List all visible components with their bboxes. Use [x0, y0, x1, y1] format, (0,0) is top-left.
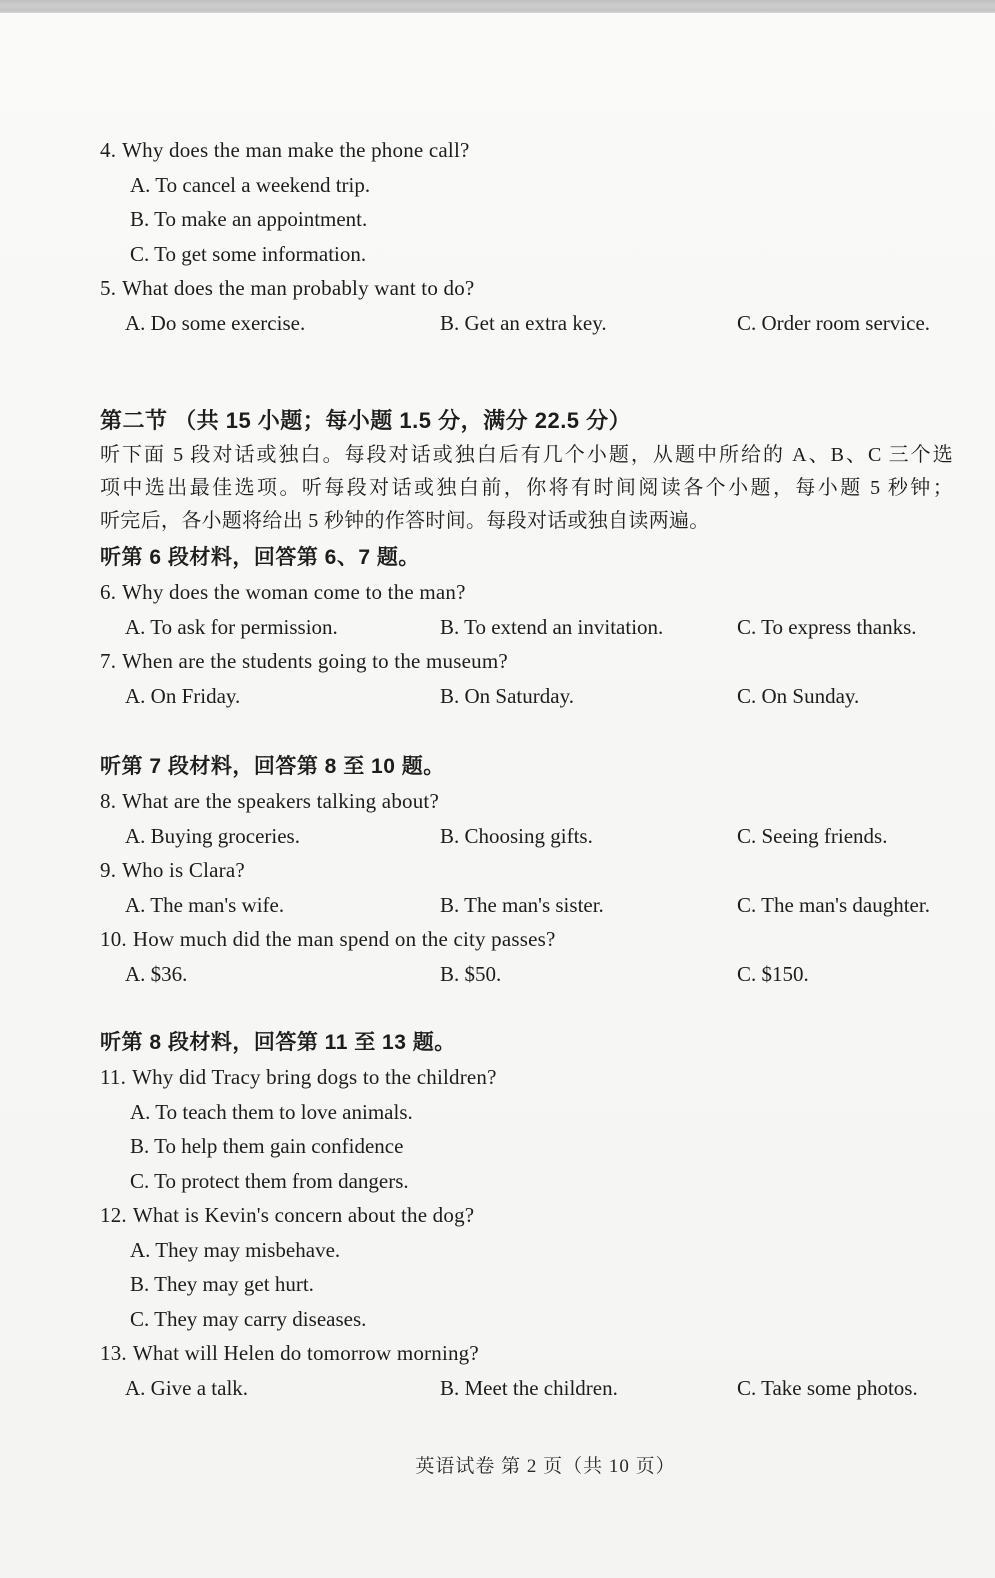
question-block	[100, 853, 953, 922]
section-header: 第二节 （共 15 小题；每小题 1.5 分，满分 22.5 分）	[100, 408, 632, 433]
question-stem: What is Kevin's concern about the dog?	[132, 1203, 475, 1227]
answer-option: A. To cancel a weekend trip.	[130, 172, 371, 197]
page-footer	[0, 1452, 995, 1482]
footer-text: 英语试卷 第 2 页（共 10 页）	[415, 1456, 676, 1477]
answer-option: A. $36.	[125, 961, 188, 986]
answer-option: C. They may carry diseases.	[130, 1306, 367, 1331]
answer-option-row	[100, 679, 953, 714]
question-number: 7.	[100, 649, 117, 673]
instructions-line: 项中选出最佳选项。听每段对话或独白前，你将有时间阅读各个小题，每小题 5 秒钟；	[100, 477, 953, 499]
material-header: 听第 6 段材料，回答第 6、7 题。	[100, 546, 420, 569]
answer-option: B. To help them gain confidence	[130, 1134, 404, 1158]
question-stem: How much did the man spend on the city passes?	[132, 927, 556, 951]
question-block	[100, 133, 953, 271]
answer-option: B. To make an appointment.	[130, 207, 368, 231]
question-text	[100, 133, 953, 168]
answer-option-row	[100, 819, 953, 854]
question-text	[100, 784, 953, 819]
question-text	[100, 644, 953, 679]
question-stem: Why does the man make the phone call?	[122, 138, 470, 162]
question-block	[100, 271, 953, 340]
question-text	[100, 1198, 953, 1233]
question-text	[100, 1336, 953, 1371]
question-number: 8.	[100, 789, 117, 813]
answer-option-row	[100, 957, 953, 992]
answer-option: C. $150.	[737, 961, 809, 986]
question-block	[100, 922, 953, 991]
answer-option: A. Buying groceries.	[125, 823, 300, 848]
question-stem: What does the man probably want to do?	[122, 276, 475, 300]
question-stem: When are the students going to the museum?	[122, 649, 508, 673]
question-stem: Why did Tracy bring dogs to the children?	[132, 1065, 497, 1089]
scan-edge-strip	[0, 0, 995, 13]
instructions-paragraph	[100, 439, 953, 538]
answer-option: C. On Sunday.	[737, 683, 860, 708]
answer-option-row	[100, 610, 953, 645]
answer-option: C. The man's daughter.	[737, 892, 930, 917]
question-text	[100, 1060, 953, 1095]
answer-option: A. Do some exercise.	[125, 310, 306, 335]
question-block	[100, 1198, 953, 1336]
answer-option: A. The man's wife.	[125, 892, 285, 917]
question-number: 9.	[100, 858, 117, 882]
question-block	[100, 784, 953, 853]
answer-option: C. To protect them from dangers.	[130, 1168, 409, 1193]
answer-option-row	[100, 888, 953, 923]
question-text	[100, 853, 953, 888]
answer-option: A. To ask for permission.	[125, 614, 338, 639]
question-number: 5.	[100, 276, 117, 300]
answer-option: A. To teach them to love animals.	[130, 1099, 413, 1124]
question-stem: What will Helen do tomorrow morning?	[132, 1341, 479, 1365]
question-block	[100, 1060, 953, 1198]
question-text	[100, 575, 953, 610]
question-number: 6.	[100, 580, 117, 604]
answer-option: B. Meet the children.	[440, 1375, 618, 1400]
answer-option: C. Take some photos.	[737, 1375, 918, 1400]
answer-option-row	[100, 306, 953, 341]
answer-option: B. Choosing gifts.	[440, 823, 593, 848]
answer-option: C. Order room service.	[737, 310, 931, 335]
answer-option: B. On Saturday.	[440, 683, 574, 708]
answer-option-row	[100, 1371, 953, 1406]
question-block	[100, 644, 953, 713]
question-number: 4.	[100, 138, 117, 162]
answer-option: B. To extend an invitation.	[440, 614, 664, 639]
answer-option: A. On Friday.	[125, 683, 241, 708]
answer-option: A. Give a talk.	[125, 1375, 249, 1400]
instructions-line: 听完后，各小题将给出 5 秒钟的作答时间。每段对话或独自读两遍。	[100, 510, 710, 532]
answer-option: B. The man's sister.	[440, 892, 604, 917]
question-block	[100, 1336, 953, 1405]
question-number: 12.	[100, 1203, 127, 1227]
exam-content	[0, 13, 995, 1405]
question-stem: What are the speakers talking about?	[122, 789, 439, 813]
question-text	[100, 271, 953, 306]
answer-option: B. They may get hurt.	[130, 1272, 314, 1296]
question-text	[100, 922, 953, 957]
question-number: 11.	[100, 1065, 127, 1089]
material-header: 听第 8 段材料，回答第 11 至 13 题。	[100, 1031, 456, 1054]
answer-option: C. To express thanks.	[737, 614, 917, 639]
question-block	[100, 575, 953, 644]
question-stem: Who is Clara?	[122, 858, 245, 882]
answer-option: A. They may misbehave.	[130, 1237, 341, 1262]
material-header: 听第 7 段材料，回答第 8 至 10 题。	[100, 755, 445, 778]
answer-option: B. $50.	[440, 961, 502, 986]
answer-option: B. Get an extra key.	[440, 310, 607, 335]
answer-option: C. To get some information.	[130, 241, 367, 266]
question-number: 13.	[100, 1341, 127, 1365]
question-number: 10.	[100, 927, 127, 951]
instructions-line: 听下面 5 段对话或独白。每段对话或独白后有几个小题，从题中所给的 A、B、C 三个选	[100, 444, 953, 466]
answer-option: C. Seeing friends.	[737, 823, 888, 848]
question-stem: Why does the woman come to the man?	[122, 580, 466, 604]
